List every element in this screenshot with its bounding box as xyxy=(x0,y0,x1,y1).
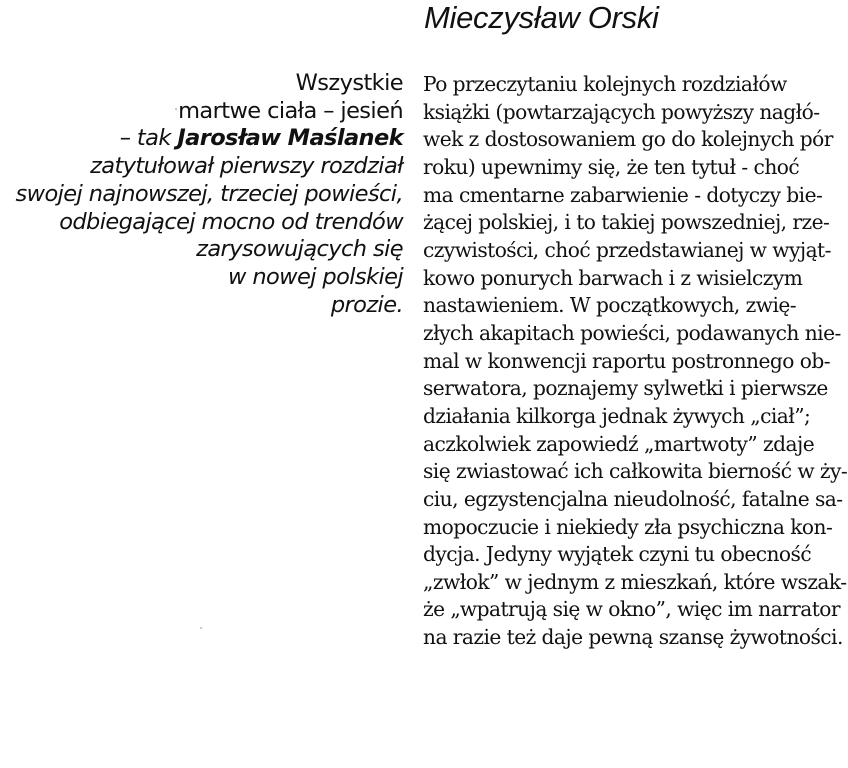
lead-paragraph xyxy=(0,70,403,319)
lead-line: w nowej polskiej xyxy=(227,263,403,290)
author-name: Mieczysław Orski xyxy=(424,0,659,35)
body-line: dycja. Jedyny wyjątek czyni tu obecność xyxy=(423,542,812,567)
body-line: kowo ponurych barwach i z wisielczym xyxy=(423,265,803,290)
body-line: Po przeczytaniu kolejnych rozdziałów xyxy=(423,72,787,96)
scan-speck xyxy=(175,108,177,110)
body-line: ma cmentarne zabarwienie - dotyczy bie- xyxy=(423,182,823,207)
body-line: wek z dostosowaniem go do kolejnych pór xyxy=(423,127,833,152)
body-line: złych akapitach powieści, podawanych nie- xyxy=(423,320,841,345)
lead-line: swojej najnowszej, trzeciej powieści, xyxy=(15,180,403,207)
body-line: nastawieniem. W początkowych, zwię- xyxy=(423,293,797,318)
body-line: się zwiastować ich całkowita bierność w ży- xyxy=(423,459,848,484)
body-line: „zwłok” w jednym z mieszkań, które wszak- xyxy=(423,569,847,594)
lead-line: zatytułował pierwszy rozdział xyxy=(90,153,403,180)
lead-line: martwe ciała – jesień xyxy=(178,97,403,124)
lead-line: Wszystkie xyxy=(295,70,403,96)
lead-line: prozie. xyxy=(330,291,403,318)
body-line: roku) upewnimy się, że ten tytuł - choć xyxy=(423,154,800,179)
body-line: że „wpatrują się w okno”, więc im narrator xyxy=(423,597,841,622)
body-line: serwatora, poznajemy sylwetki i pierwsze xyxy=(423,376,828,401)
body-line: działania kilkorga jednak żywych „ciał”; xyxy=(423,403,811,428)
body-line: mopoczucie i niekiedy zła psychiczna kon- xyxy=(423,514,833,539)
lead-line-prefix: – tak xyxy=(119,125,178,152)
author-reference: Jarosław Maślanek xyxy=(177,125,403,152)
body-line: czywistości, choć przedstawianej w wyjąt- xyxy=(423,237,831,262)
body-line: książki (powtarzających powyższy nagłó- xyxy=(423,99,820,124)
scan-speck xyxy=(200,627,202,629)
lead-line xyxy=(0,125,403,153)
body-line: aczkolwiek zapowiedź „martwoty” zdaje xyxy=(423,431,815,456)
body-line: ciu, egzystencjalna nieudolność, fatalne sa- xyxy=(423,486,843,511)
body-line: mal w konwencji raportu postronnego ob- xyxy=(423,348,830,373)
body-line: żącej polskiej, i to takiej powszedniej, rze- xyxy=(423,210,830,235)
body-paragraph xyxy=(423,71,848,652)
body-line: na razie też daje pewną szansę żywotności. xyxy=(423,625,843,650)
lead-line: zarysowujących się xyxy=(196,236,403,263)
lead-line: odbiegającej mocno od trendów xyxy=(59,208,403,235)
